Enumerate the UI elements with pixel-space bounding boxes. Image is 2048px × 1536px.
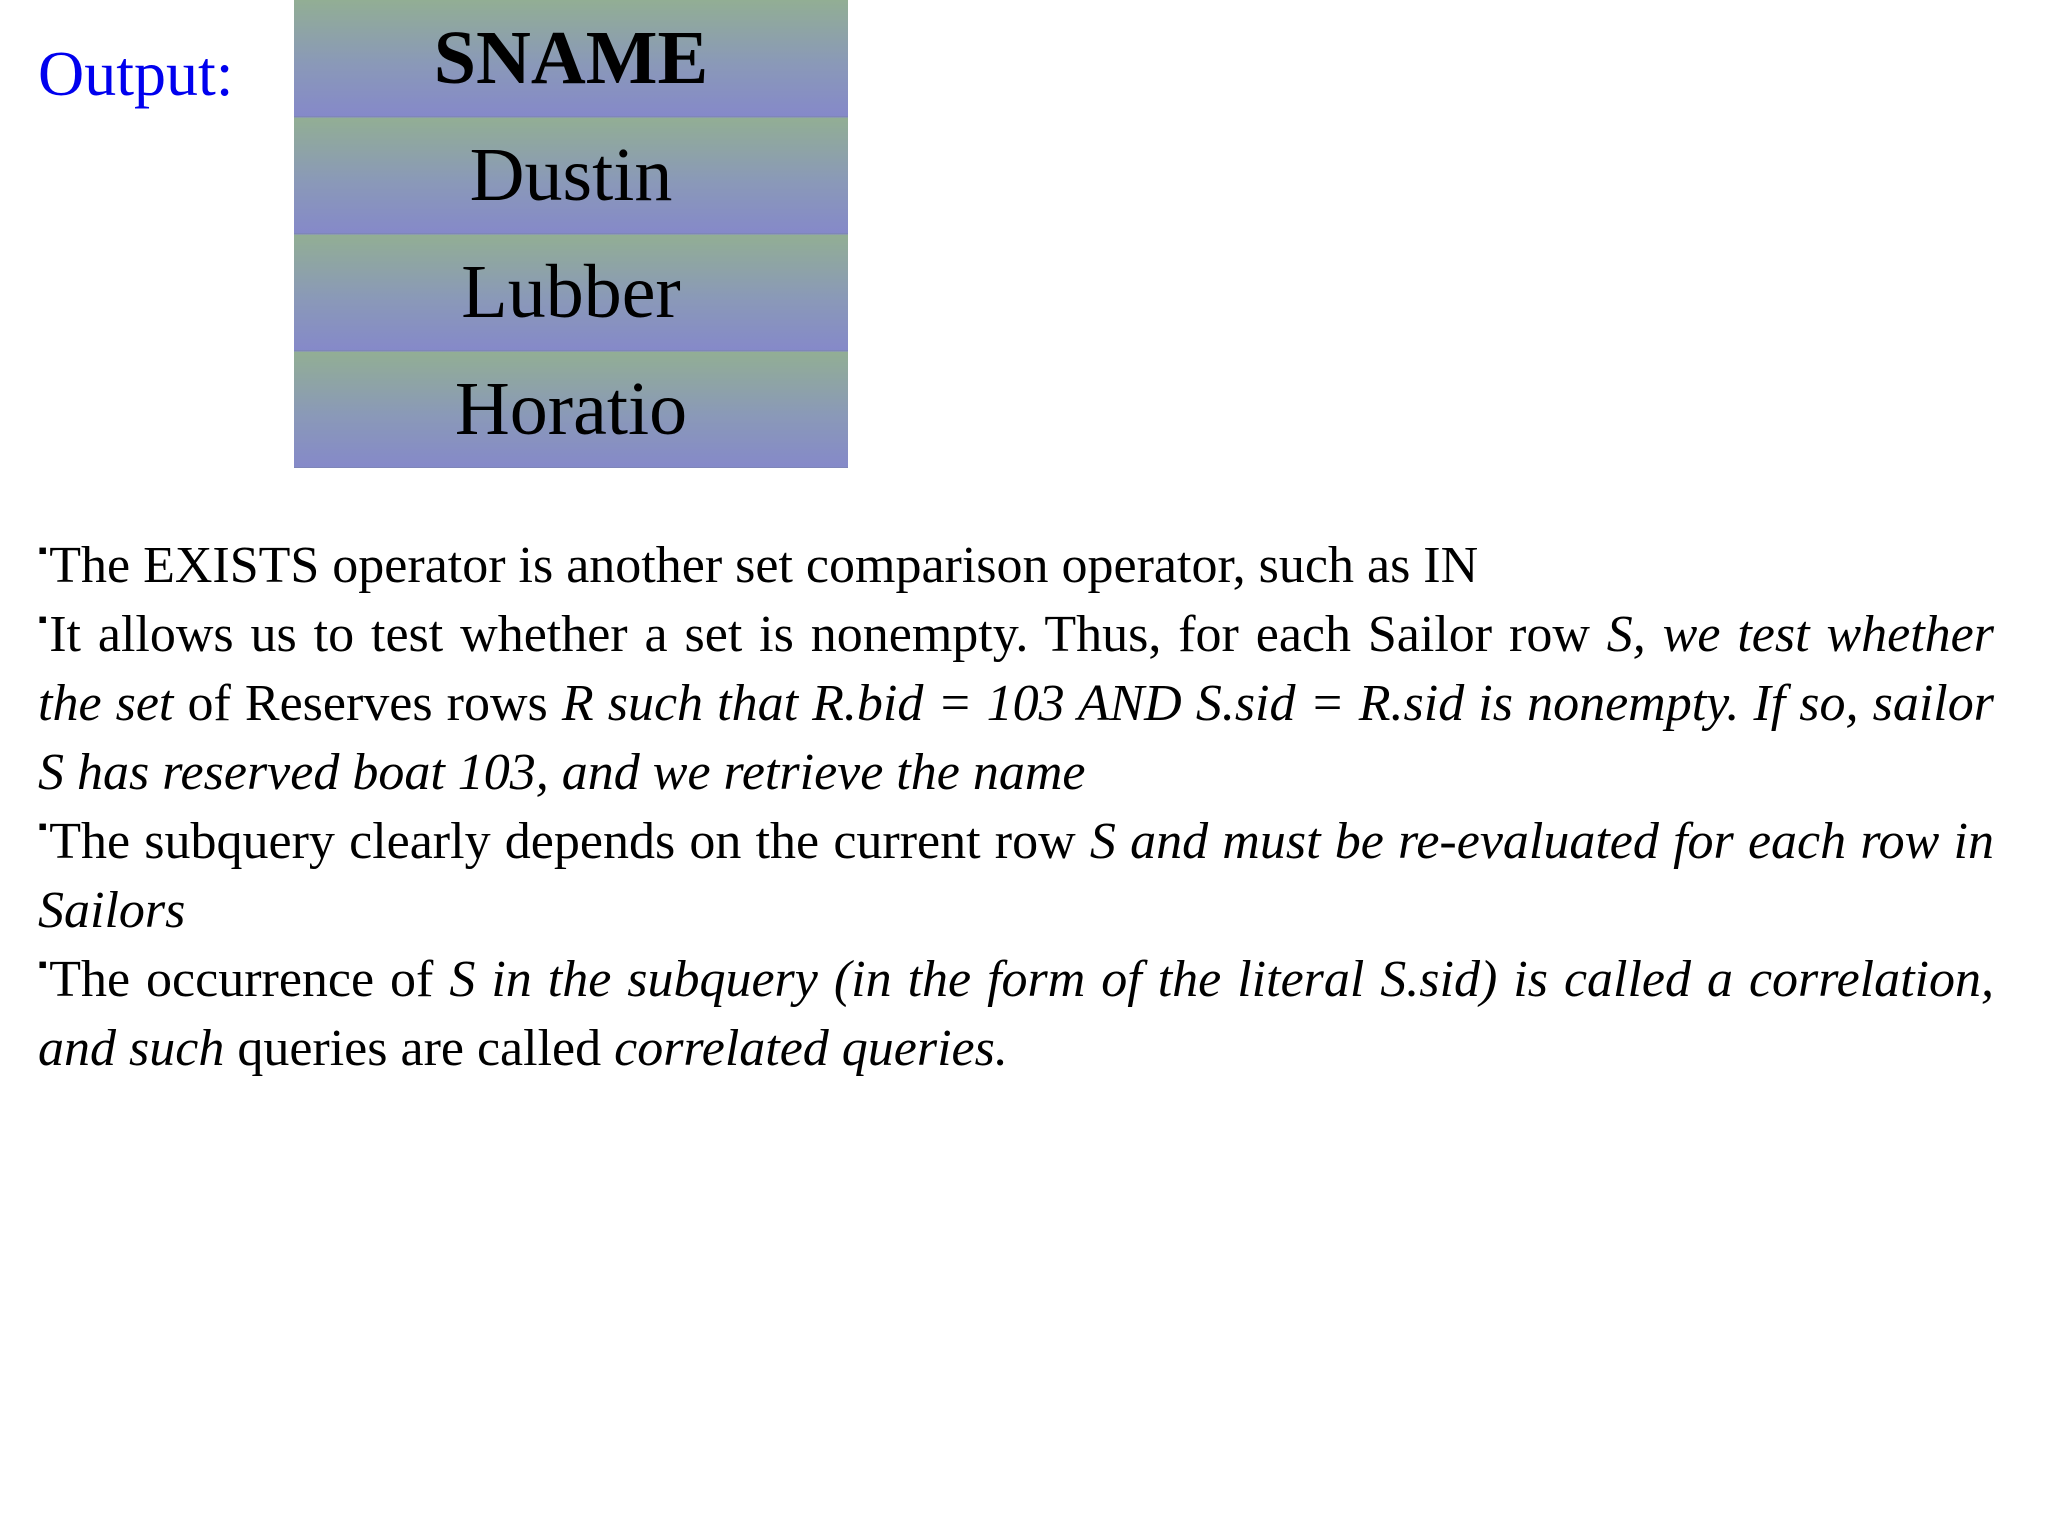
bullet-list xyxy=(38,531,1994,1083)
bullet-text: The subquery clearly depends on the current row xyxy=(49,813,1090,870)
bullet-text-italic: S in the subquery (in the form of the literal S.sid) is called a correlation, and such xyxy=(38,951,1994,1077)
bullet-text: The occurrence of xyxy=(49,951,450,1008)
bullet-marker-icon: ▪ xyxy=(38,812,48,841)
bullet-item xyxy=(38,807,1994,945)
table-cell: Dustin xyxy=(294,117,848,234)
bullet-item xyxy=(38,945,1994,1083)
bullet-marker-icon: ▪ xyxy=(38,536,48,565)
bullet-text: It allows us to test whether a set is nonempty. Thus, for each Sailor row xyxy=(49,606,1607,663)
bullet-marker-icon: ▪ xyxy=(38,950,48,979)
bullet-text-italic: correlated queries. xyxy=(614,1020,1008,1077)
bullet-item xyxy=(38,600,1994,807)
bullet-text: queries are called xyxy=(224,1020,615,1077)
bullet-text: of Reserves rows xyxy=(173,675,562,732)
result-table xyxy=(294,0,848,468)
table-row xyxy=(294,117,848,234)
table-header-row xyxy=(294,0,848,117)
bullet-marker-icon: ▪ xyxy=(38,605,48,634)
bullet-text-italic: R such that R.bid = 103 AND S.sid = R.sid is nonempty. If so, sailor S has reserved boat 103, and we retrieve the name xyxy=(38,675,1994,801)
bullet-text-italic: S, we test whether the set xyxy=(38,606,1994,732)
table-row xyxy=(294,234,848,351)
output-label: Output: xyxy=(38,38,234,109)
column-header-sname: SNAME xyxy=(294,0,848,117)
table-cell: Horatio xyxy=(294,351,848,468)
bullet-text: The EXISTS operator is another set comparison operator, such as IN xyxy=(49,537,1479,594)
bullet-item xyxy=(38,531,1994,600)
bullet-text-italic: S and must be re-evaluated for each row in Sailors xyxy=(38,813,1994,939)
table-row xyxy=(294,351,848,468)
table-cell: Lubber xyxy=(294,234,848,351)
